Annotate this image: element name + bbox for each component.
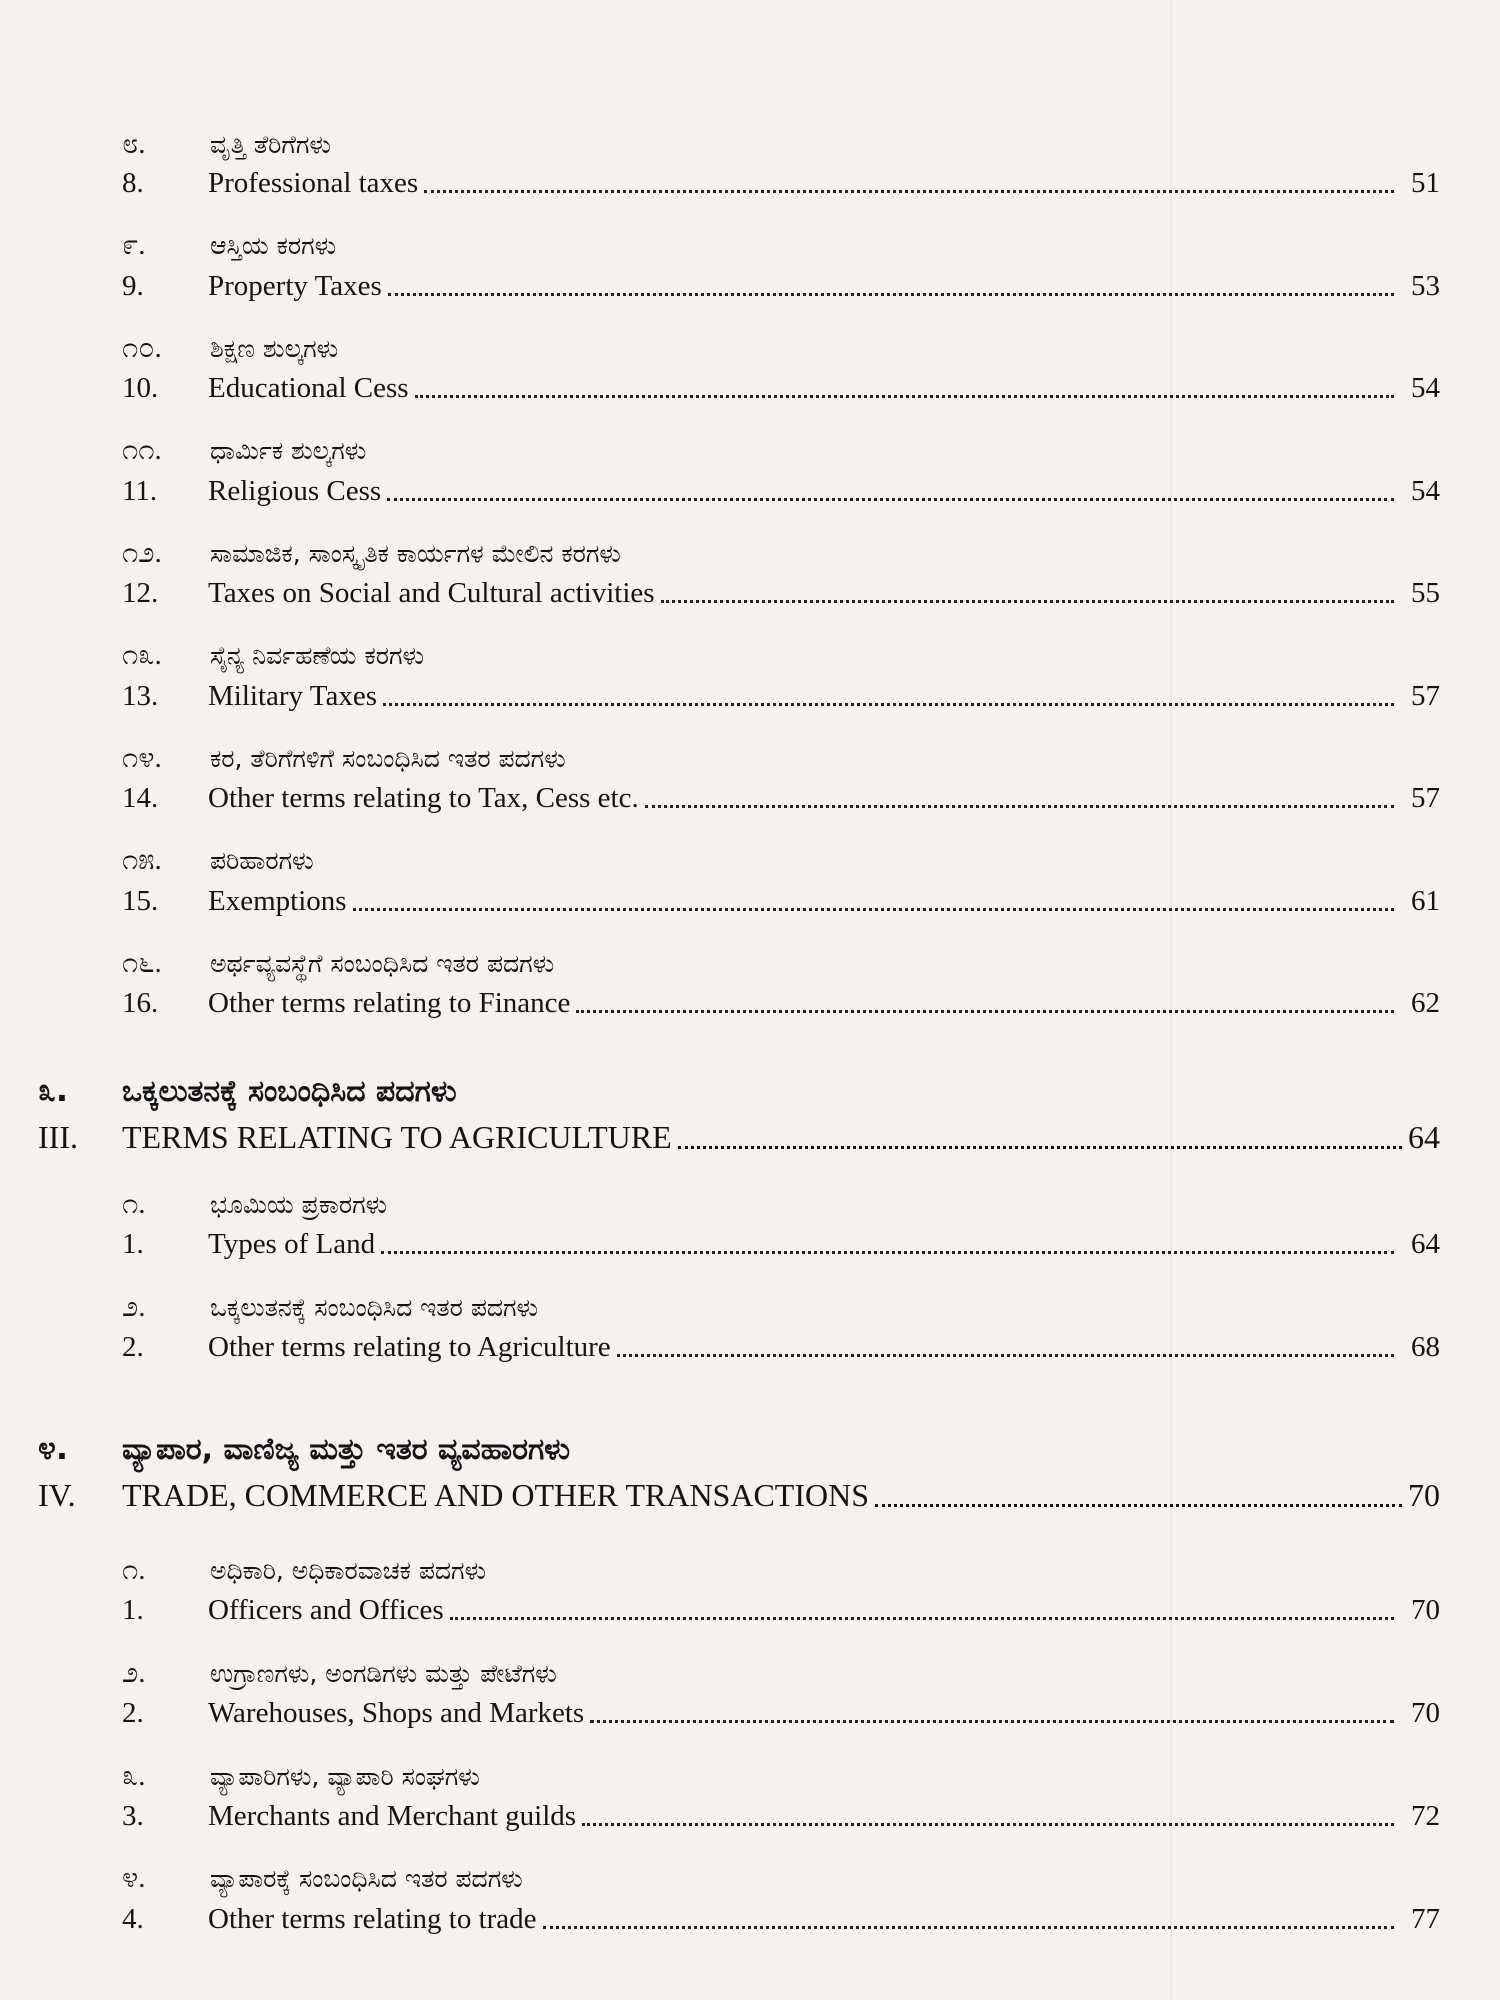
page-number: 53 [1411, 270, 1440, 302]
entry-number: 15. [122, 885, 159, 917]
toc-kannada-heading [122, 227, 1440, 263]
kannada-number: ೨. [122, 1657, 146, 1689]
kannada-title: ಆಸ್ತಿಯ ಕರಗಳು [210, 231, 337, 260]
entry-title: Military Taxes [208, 680, 377, 712]
dot-leader [381, 1250, 1394, 1254]
page-number: 70 [1408, 1477, 1440, 1513]
kannada-title: ಕರ, ತೆರಿಗೆಗಳಿಗೆ ಸಂಬಂಧಿಸಿದ ಇತರ ಪದಗಳು [210, 744, 566, 773]
toc-entry[interactable] [122, 1899, 1440, 1939]
kannada-title: ಉಗ್ರಾಣಗಳು, ಅಂಗಡಿಗಳು ಮತ್ತು ಪೇಟೆಗಳು [210, 1659, 557, 1688]
entry-title: Officers and Offices [208, 1594, 444, 1626]
toc-entry[interactable] [122, 1224, 1440, 1264]
toc-section-entry[interactable] [38, 1114, 1440, 1160]
kannada-number: ೧. [122, 1188, 146, 1220]
dot-leader [543, 1925, 1394, 1929]
toc-entry[interactable] [122, 1327, 1440, 1367]
page-number: 70 [1411, 1697, 1440, 1729]
kannada-title: ಸಾಮಾಜಿಕ, ಸಾಂಸ್ಕೃತಿಕ ಕಾರ್ಯಗಳ ಮೇಲಿನ ಕರಗಳು [210, 539, 621, 568]
dot-leader [678, 1145, 1402, 1149]
kannada-title: ವ್ಯಾಪಾರಿಗಳು, ವ್ಯಾಪಾರಿ ಸಂಘಗಳು [210, 1762, 480, 1791]
toc-entry[interactable] [122, 778, 1440, 818]
entry-number: 1. [122, 1228, 144, 1260]
kannada-number: ೧೩. [122, 639, 162, 671]
dot-leader [415, 394, 1394, 398]
entry-number: 14. [122, 782, 159, 814]
page-number: 70 [1411, 1594, 1440, 1626]
entry-title: Types of Land [208, 1228, 376, 1260]
dot-leader [383, 702, 1394, 706]
page-number: 62 [1411, 987, 1440, 1019]
toc-entry[interactable] [122, 983, 1440, 1023]
toc-kannada-heading [122, 740, 1440, 776]
kannada-number: ೯. [122, 229, 146, 261]
page-number: 77 [1411, 1903, 1440, 1935]
kannada-number: ೧. [122, 1554, 146, 1586]
dot-leader [450, 1616, 1394, 1620]
entry-number: 8. [122, 167, 144, 199]
toc-kannada-heading [122, 637, 1440, 673]
page-number: 68 [1411, 1331, 1440, 1363]
dot-leader [582, 1822, 1394, 1826]
toc-kannada-heading [122, 1860, 1440, 1896]
toc-kannada-heading [122, 535, 1440, 571]
dot-leader [424, 189, 1394, 193]
toc-entry[interactable] [122, 471, 1440, 511]
dot-leader [576, 1009, 1394, 1013]
dot-leader [590, 1719, 1394, 1723]
toc-entry[interactable] [122, 573, 1440, 613]
kannada-number: ೩. [122, 1760, 146, 1792]
entry-number: 11. [122, 475, 158, 507]
section-kannada-heading [38, 1426, 1440, 1470]
page-number: 54 [1411, 372, 1440, 404]
section-title: TRADE, COMMERCE AND OTHER TRANSACTIONS [122, 1477, 870, 1513]
kannada-number: ೨. [122, 1291, 146, 1323]
toc-kannada-heading [122, 945, 1440, 981]
toc-kannada-heading [122, 1758, 1440, 1794]
entry-title: Other terms relating to Agriculture [208, 1331, 611, 1363]
kannada-title: ಭೂಮಿಯ ಪ್ರಕಾರಗಳು [210, 1190, 388, 1219]
kannada-title: ವ್ಯಾಪಾರಕ್ಕೆ ಸಂಬಂಧಿಸಿದ ಇತರ ಪದಗಳು [210, 1864, 523, 1893]
kannada-number: ೧೧. [122, 434, 162, 466]
section-kannada-title: ವ್ಯಾಪಾರ, ವಾಣಿಜ್ಯ ಮತ್ತು ಇತರ ವ್ಯವಹಾರಗಳು [122, 1432, 571, 1467]
kannada-number: ೮. [122, 128, 146, 160]
toc-entry[interactable] [122, 1796, 1440, 1836]
kannada-title: ಧಾರ್ಮಿಕ ಶುಲ್ಕಗಳು [210, 436, 367, 465]
toc-kannada-heading [122, 1186, 1440, 1222]
dot-leader [388, 292, 1394, 296]
section-kannada-number: ೩. [38, 1071, 69, 1109]
page-number: 54 [1411, 475, 1440, 507]
toc-kannada-heading [122, 1289, 1440, 1325]
page-number: 61 [1411, 885, 1440, 917]
page-number: 57 [1411, 680, 1440, 712]
toc-entry[interactable] [122, 163, 1440, 203]
entry-title: Merchants and Merchant guilds [208, 1800, 577, 1832]
kannada-title: ಶಿಕ್ಷಣ ಶುಲ್ಕಗಳು [210, 334, 339, 363]
kannada-number: ೧೬. [122, 947, 162, 979]
entry-title: Warehouses, Shops and Markets [208, 1697, 585, 1729]
page-number: 51 [1411, 167, 1440, 199]
dot-leader [661, 599, 1394, 603]
section-number: III. [38, 1119, 78, 1155]
dot-leader [645, 804, 1394, 808]
section-kannada-heading [38, 1068, 1440, 1112]
toc-kannada-heading [122, 126, 1440, 162]
section-kannada-number: ೪. [38, 1429, 69, 1467]
toc-entry[interactable] [122, 368, 1440, 408]
section-kannada-title: ಒಕ್ಕಲುತನಕ್ಕೆ ಸಂಬಂಧಿಸಿದ ಪದಗಳು [122, 1074, 457, 1109]
kannada-title: ಪರಿಹಾರಗಳು [210, 846, 314, 875]
toc-kannada-heading [122, 432, 1440, 468]
page-number: 64 [1408, 1119, 1440, 1155]
kannada-title: ಅಧಿಕಾರಿ, ಅಧಿಕಾರವಾಚಕ ಪದಗಳು [210, 1556, 487, 1585]
entry-number: 2. [122, 1697, 144, 1729]
kannada-number: ೪. [122, 1862, 146, 1894]
toc-entry[interactable] [122, 1693, 1440, 1733]
kannada-title: ಸೈನ್ಯ ನಿರ್ವಹಣೆಯ ಕರಗಳು [210, 641, 425, 670]
entry-number: 9. [122, 270, 144, 302]
entry-number: 10. [122, 372, 159, 404]
kannada-number: ೧೦. [122, 332, 162, 364]
kannada-title: ಅರ್ಥವ್ಯವಸ್ಥೆಗೆ ಸಂಬಂಧಿಸಿದ ಇತರ ಪದಗಳು [210, 949, 555, 978]
entry-title: Other terms relating to trade [208, 1903, 537, 1935]
toc-kannada-heading [122, 1552, 1440, 1588]
entry-title: Other terms relating to Tax, Cess etc. [208, 782, 639, 814]
kannada-number: ೧೪. [122, 742, 162, 774]
entry-title: Other terms relating to Finance [208, 987, 571, 1019]
toc-kannada-heading [122, 330, 1440, 366]
entry-number: 4. [122, 1903, 144, 1935]
dot-leader [875, 1503, 1402, 1507]
page-number: 64 [1411, 1228, 1440, 1260]
kannada-number: ೧೨. [122, 537, 162, 569]
toc-entry[interactable] [122, 266, 1440, 306]
entry-number: 1. [122, 1594, 144, 1626]
section-title: TERMS RELATING TO AGRICULTURE [122, 1119, 672, 1155]
page-number: 55 [1411, 577, 1440, 609]
dot-leader [353, 907, 1394, 911]
entry-title: Exemptions [208, 885, 347, 917]
entry-number: 3. [122, 1800, 144, 1832]
page-number: 72 [1411, 1800, 1440, 1832]
toc-entry[interactable] [122, 676, 1440, 716]
kannada-number: ೧೫. [122, 844, 162, 876]
toc-section-entry[interactable] [38, 1472, 1440, 1518]
entry-title: Taxes on Social and Cultural activities [208, 577, 655, 609]
entry-number: 16. [122, 987, 159, 1019]
toc-kannada-heading [122, 842, 1440, 878]
entry-number: 2. [122, 1331, 144, 1363]
entry-title: Religious Cess [208, 475, 382, 507]
section-number: IV. [38, 1477, 76, 1513]
page-number: 57 [1411, 782, 1440, 814]
toc-entry[interactable] [122, 881, 1440, 921]
toc-kannada-heading [122, 1655, 1440, 1691]
dot-leader [617, 1353, 1394, 1357]
entry-number: 12. [122, 577, 159, 609]
dot-leader [387, 497, 1394, 501]
entry-title: Property Taxes [208, 270, 382, 302]
toc-entry[interactable] [122, 1590, 1440, 1630]
kannada-title: ಒಕ್ಕಲುತನಕ್ಕೆ ಸಂಬಂಧಿಸಿದ ಇತರ ಪದಗಳು [210, 1293, 539, 1322]
entry-number: 13. [122, 680, 159, 712]
entry-title: Educational Cess [208, 372, 409, 404]
entry-title: Professional taxes [208, 167, 419, 199]
kannada-title: ವೃತ್ತಿ ತೆರಿಗೆಗಳು [210, 130, 331, 159]
